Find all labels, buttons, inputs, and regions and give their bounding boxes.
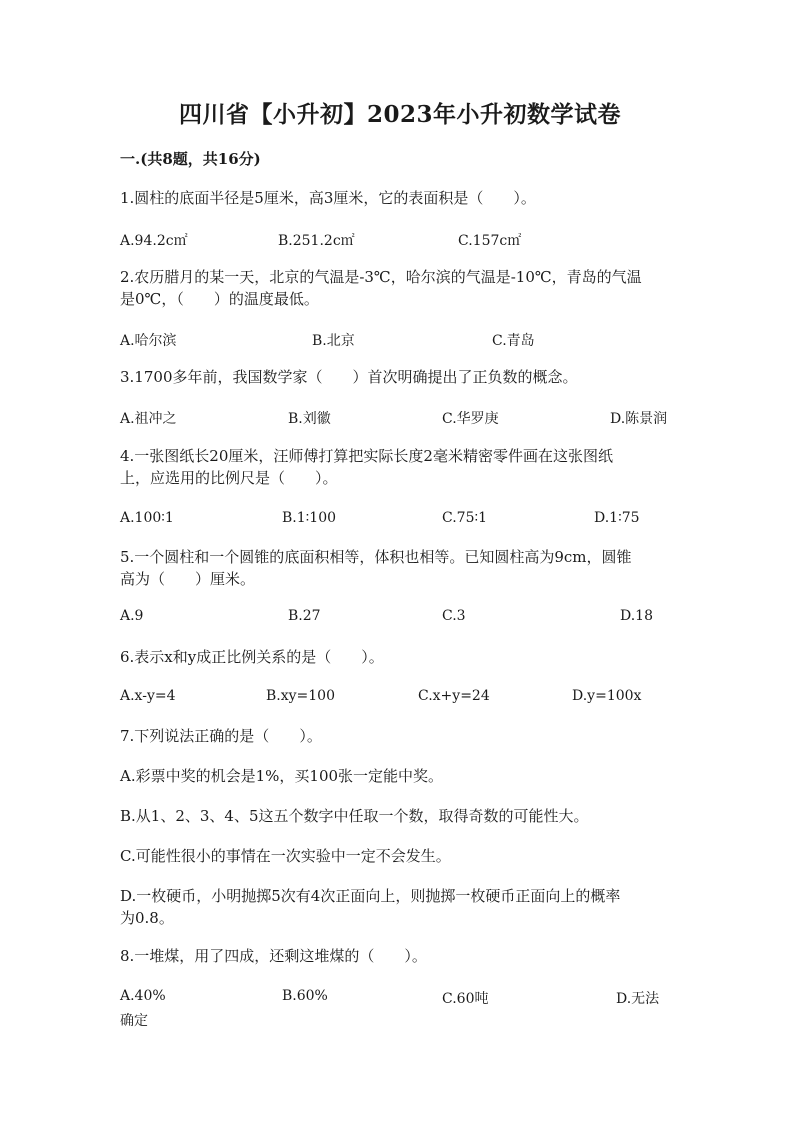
question-stem-line: 是0℃，（ ）的温度最低。 — [120, 290, 319, 308]
option-d: D.陈景润 — [610, 411, 668, 427]
option-c: C.可能性很小的事情在一次实验中一定不会发生。 — [120, 847, 451, 865]
option-a: A.94.2c㎡ — [120, 233, 188, 249]
option-d-line: 为0.8。 — [120, 909, 174, 927]
option-b: B.北京 — [312, 333, 355, 349]
question-7-option-a — [120, 765, 680, 787]
question-6 — [120, 646, 680, 668]
option-d-wrap: 确定 — [120, 1013, 148, 1029]
question-3 — [120, 366, 680, 388]
question-stem: 6.表示x和y成正比例关系的是（ ）。 — [120, 648, 384, 666]
page-title: 四川省【小升初】2023年小升初数学试卷 — [178, 101, 621, 128]
question-stem-line: 5.一个圆柱和一个圆锥的底面积相等，体积也相等。已知圆柱高为9cm，圆锥 — [120, 548, 632, 566]
question-8-options — [120, 988, 680, 1032]
question-7-option-c — [120, 845, 680, 867]
option-a: A.祖冲之 — [120, 411, 177, 427]
question-7 — [120, 725, 680, 747]
section-heading: 一.(共8题，共16分) — [120, 150, 261, 168]
option-b: B.xy=100 — [266, 688, 335, 704]
question-4 — [120, 445, 680, 489]
option-d: D.无法 — [616, 991, 660, 1007]
question-7-option-b — [120, 805, 680, 827]
question-stem: 3.1700多年前，我国数学家（ ）首次明确提出了正负数的概念。 — [120, 368, 578, 386]
question-5 — [120, 546, 680, 590]
option-c: C.75∶1 — [442, 510, 488, 526]
option-a: A.x-y=4 — [120, 688, 176, 704]
option-d: D.y=100x — [572, 688, 642, 704]
option-d: D.1∶75 — [594, 510, 640, 526]
question-7-option-d — [120, 885, 680, 929]
option-b: B.27 — [288, 608, 321, 624]
question-2 — [120, 266, 680, 310]
question-stem-line: 2.农历腊月的某一天，北京的气温是-3℃，哈尔滨的气温是-10℃，青岛的气温 — [120, 268, 642, 286]
option-a: A.100∶1 — [120, 510, 174, 526]
question-stem: 7.下列说法正确的是（ ）。 — [120, 727, 322, 745]
option-a: A.40% — [120, 988, 166, 1004]
question-8 — [120, 945, 680, 967]
option-c: C.x+y=24 — [418, 688, 490, 704]
question-stem-line: 上，应选用的比例尺是（ ）。 — [120, 469, 338, 487]
option-b: B.刘徽 — [288, 411, 331, 427]
option-c: C.青岛 — [492, 333, 535, 349]
question-stem: 1.圆柱的底面半径是5厘米，高3厘米，它的表面积是（ ）。 — [120, 189, 536, 207]
option-c: C.3 — [442, 608, 466, 624]
option-a: A.哈尔滨 — [120, 333, 177, 349]
option-b: B.1∶100 — [282, 510, 337, 526]
option-b: B.251.2c㎡ — [278, 233, 355, 249]
option-b: B.60% — [282, 988, 328, 1004]
option-c: C.华罗庚 — [442, 411, 499, 427]
option-a: A.9 — [120, 608, 144, 624]
question-stem-line: 4.一张图纸长20厘米，汪师傅打算把实际长度2毫米精密零件画在这张图纸 — [120, 447, 613, 465]
option-a: A.彩票中奖的机会是1%，买100张一定能中奖。 — [120, 767, 444, 785]
question-1 — [120, 187, 680, 209]
option-b: B.从1、2、3、4、5这五个数字中任取一个数，取得奇数的可能性大。 — [120, 807, 589, 825]
question-stem-line: 高为（ ）厘米。 — [120, 570, 256, 588]
question-stem: 8.一堆煤，用了四成，还剩这堆煤的（ ）。 — [120, 947, 427, 965]
option-c: C.60吨 — [442, 991, 489, 1007]
option-d-line: D.一枚硬币，小明抛掷5次有4次正面向上，则抛掷一枚硬币正面向上的概率 — [120, 887, 621, 905]
option-d: D.18 — [620, 608, 653, 624]
option-c: C.157c㎡ — [458, 233, 522, 249]
